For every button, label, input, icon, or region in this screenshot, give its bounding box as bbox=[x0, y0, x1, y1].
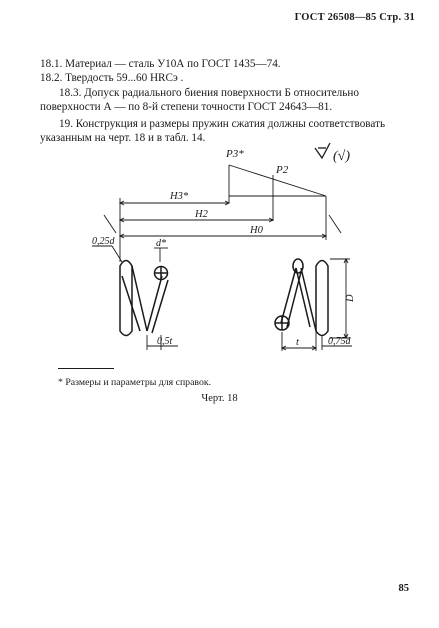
label-h0: H0 bbox=[250, 225, 263, 236]
figure-caption: Черт. 18 bbox=[201, 393, 238, 404]
force-diagram bbox=[229, 165, 326, 196]
paragraph-18-2: 18.2. Твердость 59...60 HRCэ . bbox=[40, 72, 184, 84]
label-h3: H3* bbox=[170, 191, 189, 202]
label-d-wire: d* bbox=[156, 238, 166, 249]
spring-right-coil bbox=[275, 259, 328, 336]
label-roughness: (√) bbox=[333, 149, 351, 164]
spring-left-coil bbox=[120, 261, 168, 336]
paragraph-18-1: 18.1. Материал — сталь У10А по ГОСТ 1435—74. bbox=[40, 58, 281, 70]
footnote-divider bbox=[58, 368, 114, 369]
page-header: ГОСТ 26508—85 Стр. 31 bbox=[294, 12, 415, 23]
label-0-75d: 0,75d bbox=[328, 336, 351, 347]
paragraph-19: 19. Конструкция и размеры пружин сжатия должны соответствовать указанным на черт. 18 и в табл. 14. bbox=[40, 118, 386, 144]
footnote: * Размеры и параметры для справок. bbox=[58, 377, 212, 388]
label-0-5t: 0,5t bbox=[157, 336, 173, 347]
label-h2: H2 bbox=[195, 209, 208, 220]
page-number: 85 bbox=[398, 583, 409, 594]
label-0-25d: 0,25d bbox=[92, 236, 115, 247]
paragraph-18-3: 18.3. Допуск радиального биения поверхности Б относительно поверхности А — по 8-й степени точности ГОСТ 24643—81. bbox=[40, 87, 359, 113]
label-d-outer: D bbox=[345, 294, 356, 302]
label-t: t bbox=[296, 337, 299, 348]
label-p2: P2 bbox=[276, 164, 289, 176]
label-p3: P3* bbox=[226, 148, 244, 160]
roughness-icon bbox=[315, 143, 330, 158]
